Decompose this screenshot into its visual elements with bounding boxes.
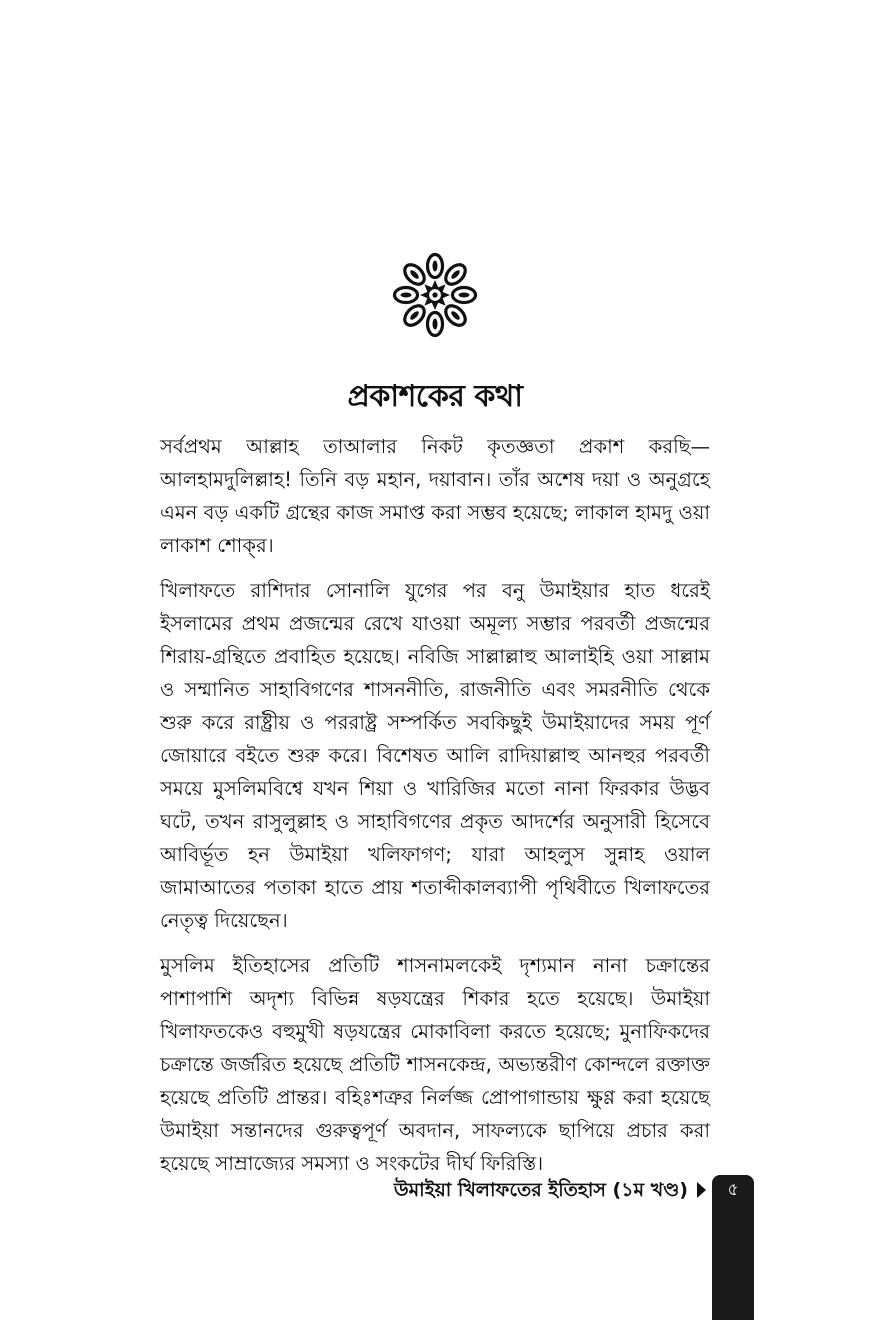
page-number-tab [712,1175,754,1320]
page-footer [0,1175,870,1320]
page-title: প্রকাশকের কথা [347,379,523,414]
paragraph: সর্বপ্রথম আল্লাহ তাআলার নিকট কৃতজ্ঞতা প্রকাশ করছি—আলহামদুলিল্লাহ! তিনি বড় মহান, দয়াবান। তাঁর অশেষ দয়া ও অনুগ্রহে এমন বড় একটি গ্রন্থের কাজ সমাপ্ত করা সম্ভব হয়েছে; লাকাল হামদু ওয়া লাকাশ শোক্‌র। [160,435,710,557]
paragraph: মুসলিম ইতিহাসের প্রতিটি শাসনামলকেই দৃশ্যমান নানা চক্রান্তের পাশাপাশি অদৃশ্য বিভিন্ন ষড়যন্ত্রের শিকার হতে হয়েছে। উমাইয়া খিলাফতকেও বহুমুখী ষড়যন্ত্রের মোকাবিলা করতে হয়েছে; মুনাফিকদের চক্রান্তে জর্জরিত হয়েছে প্রতিটি শাসনকেন্দ্র, অভ্যন্তরীণ কোন্দলে রক্তাক্ত হয়েছে প্রতিটি প্রান্তর। বহিঃশত্রুর নির্লজ্জ প্রোপাগান্ডায় ক্ষুণ্ণ করা হয়েছে উমাইয়া সন্তানদের গুরুত্বপূর্ণ অবদান, সাফল্যকে ছাপিয়ে প্রচার করা হয়েছে সাম্রাজ্যের সমস্যা ও সংকটের দীর্ঘ ফিরিস্তি। [160,954,710,1175]
body-text [160,430,710,1192]
page-number: ৫ [727,1180,739,1200]
running-book-title: উমাইয়া খিলাফতের ইতিহাস (১ম খণ্ড) [393,1179,688,1201]
triangle-right-icon [697,1182,706,1198]
paragraph: খিলাফতে রাশিদার সোনালি যুগের পর বনু উমাইয়ার হাত ধরেই ইসলামের প্রথম প্রজন্মের রেখে যাওয়া অমূল্য সম্ভার পরবর্তী প্রজন্মের শিরায়-গ্রন্থিতে প্রবাহিত হয়েছে। নবিজি সাল্লাল্লাহু আলাইহি ওয়া সাল্লাম ও সম্মানিত সাহাবিগণের শাসননীতি, রাজনীতি এবং সমরনীতি থেকে শুরু করে রাষ্ট্রীয় ও পররাষ্ট্র সম্পর্কিত সবকিছুই উমাইয়াদের সময় পূর্ণ জোয়ারে বইতে শুরু করে। বিশেষত আলি রাদিয়াল্লাহু আনহুর পরবর্তী সময়ে মুসলিমবিশ্বে যখন শিয়া ও খারিজির মতো নানা ফিরকার উদ্ভব ঘটে, তখন রাসুলুল্লাহ ও সাহাবিগণের প্রকৃত আদর্শের অনুসারী হিসেবে আবির্ভূত হন উমাইয়া খলিফাগণ; যারা আহলুস সুন্নাহ ওয়াল জামাআতের পতাকা হাতে প্রায় শতাব্দীকালব্যাপী পৃথিবীতে খিলাফতের নেতৃত্ব দিয়েছেন। [160,579,710,932]
floral-ornament-icon [390,250,480,340]
